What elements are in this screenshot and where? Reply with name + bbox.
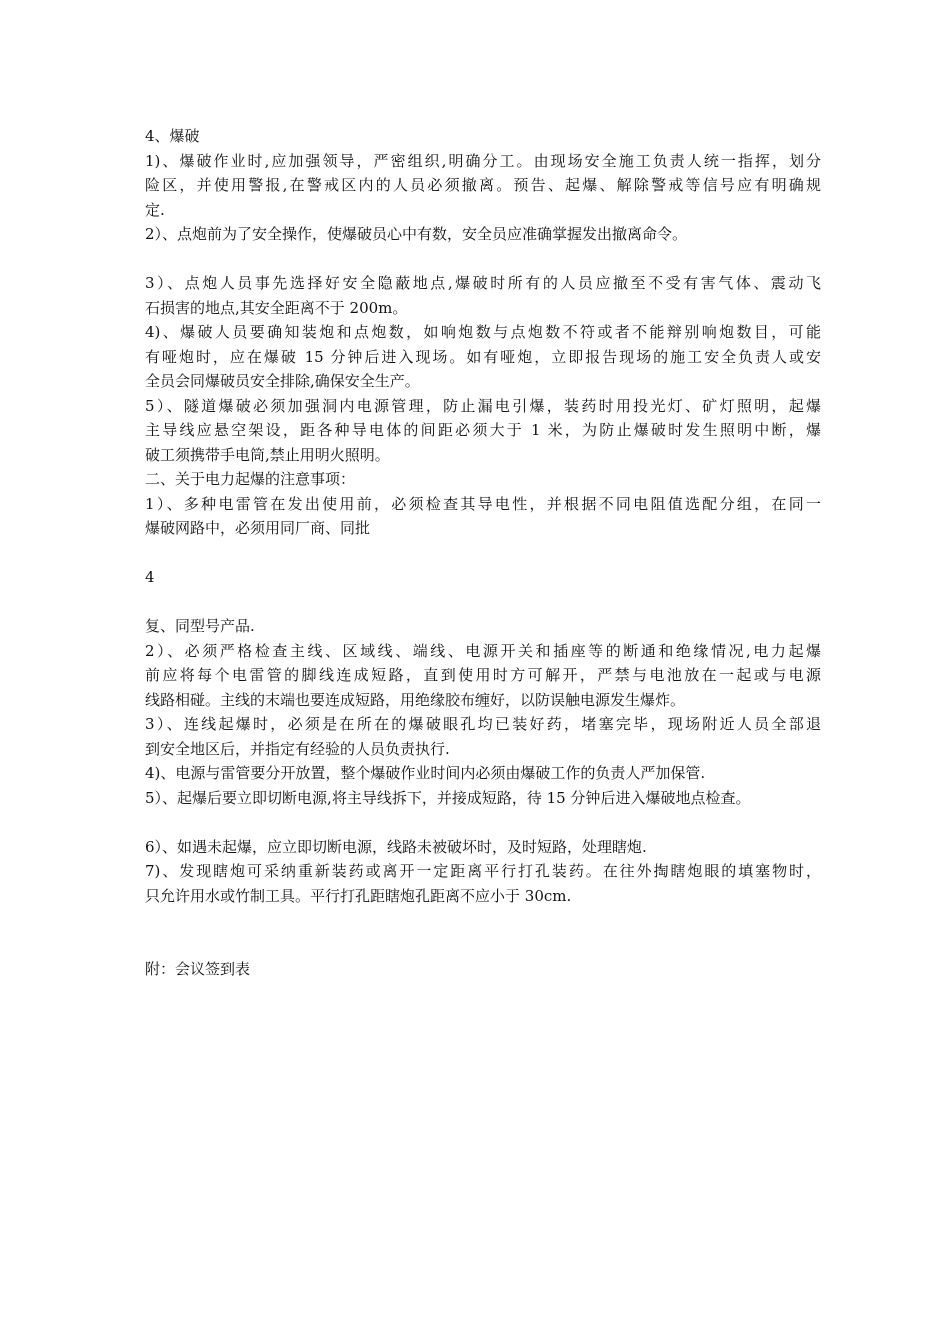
- paragraph-line: 复、同型号产品.: [145, 617, 255, 635]
- blank-line: [145, 247, 821, 272]
- paragraph-line: 6）、如遇未起爆，应立即切断电源，线路未被破坏时，及时短路，处理瞎炮.: [145, 837, 647, 856]
- blank-line: [145, 541, 821, 566]
- paragraph-line: 2）、点炮前为了安全操作，使爆破员心中有数，安全员应准确掌握发出撤离命令。: [145, 225, 688, 243]
- paragraph-line: 有哑炮时，应在爆破 15 分钟后进入现场。如有哑炮，立即报告现场的施工安全负责人或安: [145, 347, 821, 366]
- paragraph-line: 定.: [145, 200, 165, 219]
- paragraph-line: 险区，并使用警报,在警戒区内的人员必须撤离。预告、起爆、解除警戒等信号应有明确规: [145, 176, 821, 194]
- document-body: [145, 124, 821, 982]
- paragraph-line: 3）、连线起爆时，必须是在所在的爆破眼孔均已装好药，堵塞完毕，现场附近人员全部退: [145, 715, 821, 733]
- paragraph-line: 破工须携带手电筒,禁止用明火照明。: [145, 445, 390, 464]
- paragraph-line: 4)、爆破人员要确知装炮和点炮数，如响炮数与点炮数不符或者不能辩别响炮数目，可能: [145, 323, 821, 341]
- paragraph-line: 4)、电源与雷管要分开放置，整个爆破作业时间内必须由爆破工作的负责人严加保管.: [145, 764, 706, 782]
- blank-line: [145, 810, 821, 835]
- paragraph-line: 只允许用水或竹制工具。平行打孔距瞎炮孔距离不应小于 30cm.: [145, 886, 572, 905]
- attachment-note: 附：会议签到表: [145, 960, 251, 978]
- section-title: 4、爆破: [145, 127, 200, 145]
- paragraph-line: 3）、点炮人员事先选择好安全隐蔽地点,爆破时所有的人员应撤至不受有害气体、震动飞: [145, 274, 821, 292]
- paragraph-line: 线路相碰。主线的末端也要连成短路，用绝缘胶布缠好，以防误触电源发生爆炸。: [145, 690, 686, 709]
- paragraph-line: 1）、多种电雷管在发出使用前，必须检查其导电性，并根据不同电阻值选配分组，在同一: [145, 494, 821, 513]
- paragraph-line: 到安全地区后，并指定有经验的人员负责执行.: [145, 739, 450, 758]
- page-number: 4: [145, 568, 155, 586]
- paragraph-line: 石损害的地点,其安全距离不于 200m。: [145, 298, 408, 317]
- blank-line: [145, 908, 821, 933]
- paragraph-line: 主导线应悬空架设，距各种导电体的间距必须大于 1 米，为防止爆破时发生照明中断，爆: [145, 421, 821, 439]
- paragraph-line: 爆破网路中，必须用同厂商、同批: [145, 519, 371, 537]
- paragraph-line: 7)、发现瞎炮可采纳重新装药或离开一定距离平行打孔装药。在往外掏瞎炮眼的填塞物时，: [145, 862, 821, 880]
- paragraph-line: 1)、爆破作业时,应加强领导，严密组织,明确分工。由现场安全施工负责人统一指挥，划分: [145, 151, 821, 170]
- paragraph-line: 全员会同爆破员安全排除,确保安全生产。: [145, 372, 420, 390]
- paragraph-line: 前应将每个电雷管的脚线连成短路，直到使用时方可解开，严禁与电池放在一起或与电源: [145, 666, 821, 684]
- blank-line: [145, 933, 821, 958]
- blank-line: [145, 590, 821, 615]
- paragraph-line: 5）、隧道爆破必须加强洞内电源管理，防止漏电引爆，装药时用投光灯、矿灯照明，起爆: [145, 396, 821, 415]
- paragraph-line: 2）、必须严格检查主线、区域线、端线、电源开关和插座等的断通和绝缘情况,电力起爆: [145, 641, 821, 660]
- paragraph-line: 5）、起爆后要立即切断电源,将主导线拆下，并接成短路，待 15 分钟后进入爆破地点检查。: [145, 788, 751, 807]
- subsection-title: 二、关于电力起爆的注意事项：: [145, 470, 356, 488]
